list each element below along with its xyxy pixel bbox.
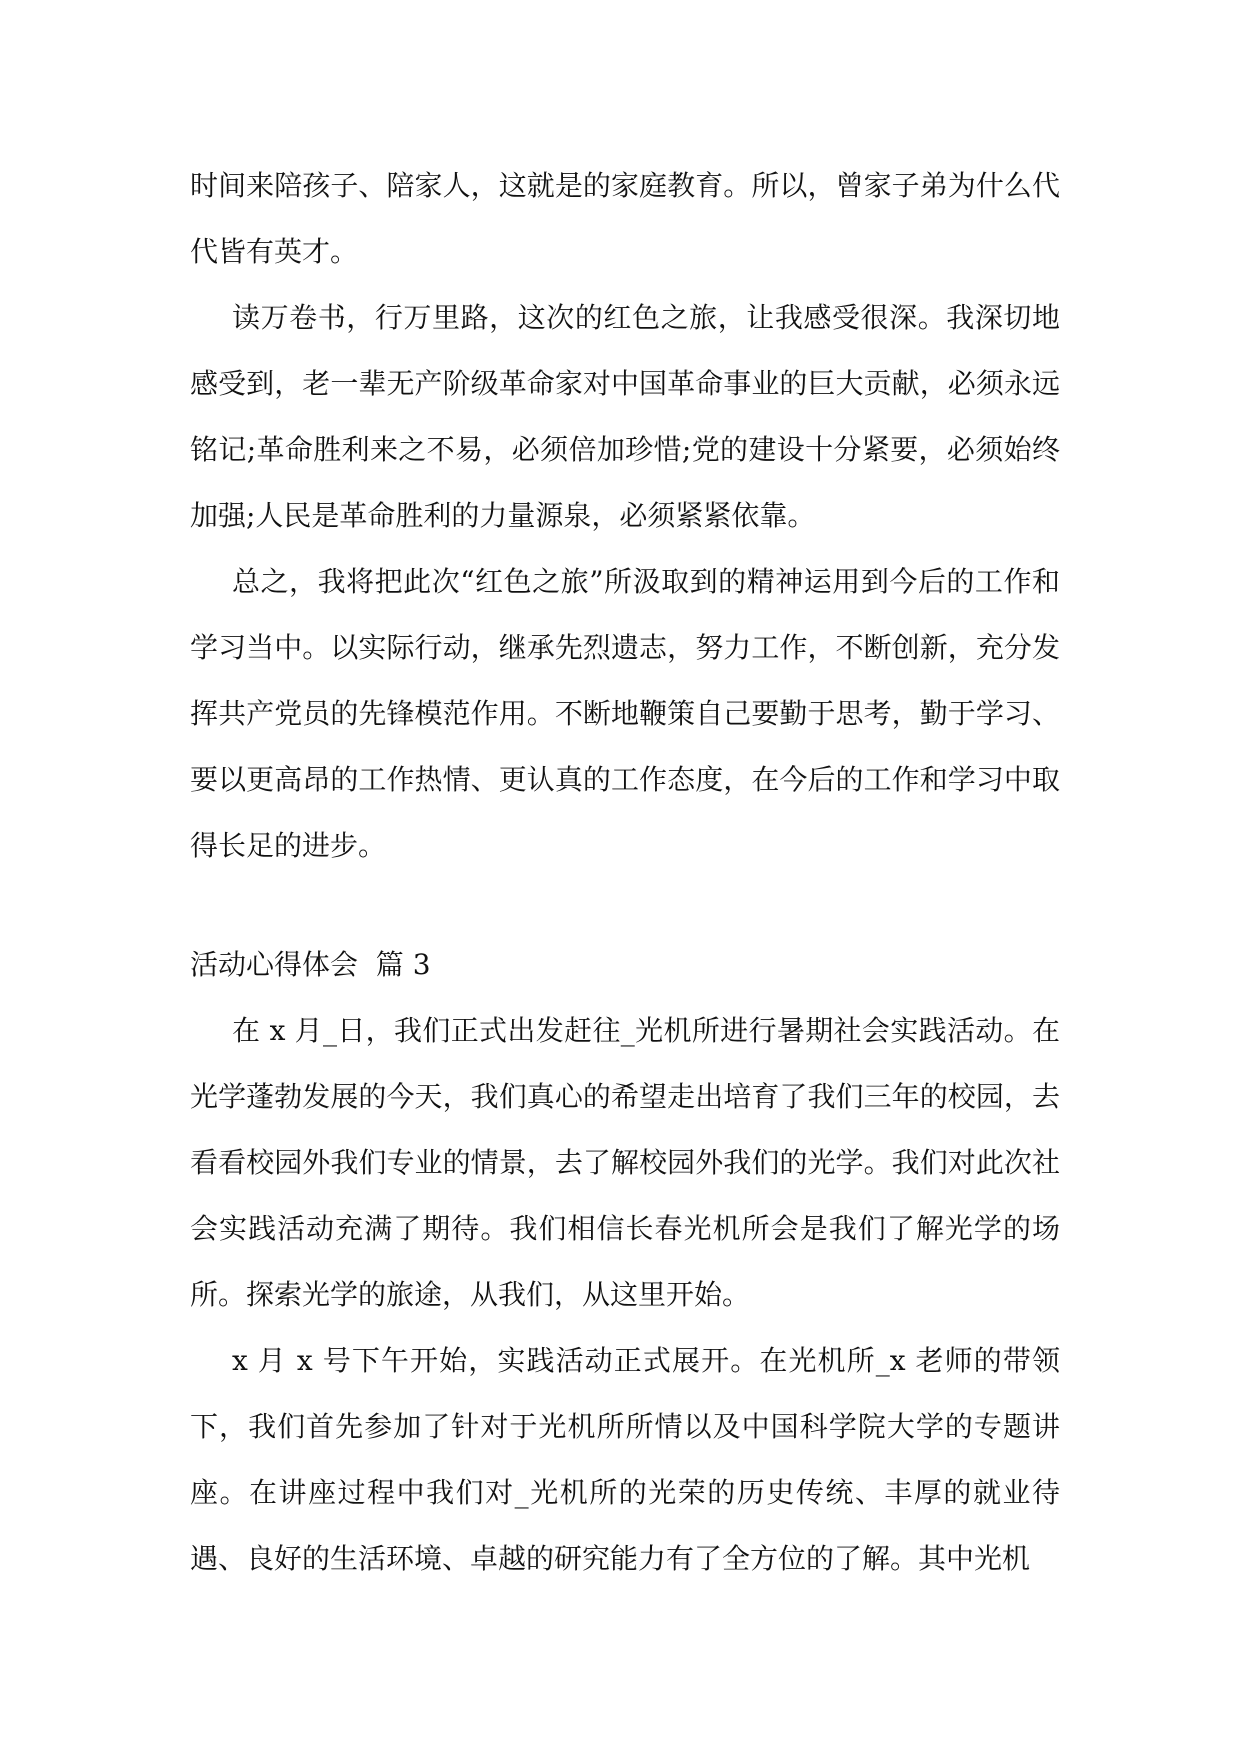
paragraph-conclusion: 总之，我将把此次“红色之旅”所汲取到的精神运用到今后的工作和学习当中。以实际行动，继承先烈遗志，努力工作，不断创新，充分发挥共产党员的先锋模范作用。不断地鞭策自己要勤于思考，勤于学习、要以更高昂的工作热情、更认真的工作态度，在今后的工作和学习中取得长足的进步。 bbox=[190, 565, 1060, 862]
section-heading: 活动心得体会 篇 3 bbox=[190, 948, 431, 981]
section-a-body bbox=[190, 153, 1060, 879]
paragraph-departure: 在 x 月_日，我们正式出发赶往_光机所进行暑期社会实践活动。在光学蓬勃发展的今天，我们真心的希望走出培育了我们三年的校园，去看看校园外我们专业的情景，去了解校园外我们的光学。我们对此次社会实践活动充满了期待。我们相信长春光机所会是我们了解光学的场所。探索光学的旅途，从我们，从这里开始。 bbox=[190, 1014, 1060, 1311]
paragraph-lecture: x 月 x 号下午开始，实践活动正式展开。在光机所_x 老师的带领下，我们首先参加了针对于光机所所情以及中国科学院大学的专题讲座。在讲座过程中我们对_光机所的光荣的历史传统、丰厚的就业待遇、良好的生活环境、卓越的研究能力有了全方位的了解。其中光机 bbox=[190, 1344, 1060, 1575]
paragraph-continuation: 时间来陪孩子、陪家人，这就是的家庭教育。所以，曾家子弟为什么代代皆有英才。 bbox=[190, 169, 1060, 268]
section-b-body bbox=[190, 998, 1060, 1592]
paragraph-red-tour: 读万卷书，行万里路，这次的红色之旅，让我感受很深。我深切地感受到，老一辈无产阶级革命家对中国革命事业的巨大贡献，必须永远铭记;革命胜利来之不易，必须倍加珍惜;党的建设十分紧要，必须始终加强;人民是革命胜利的力量源泉，必须紧紧依靠。 bbox=[190, 301, 1060, 532]
